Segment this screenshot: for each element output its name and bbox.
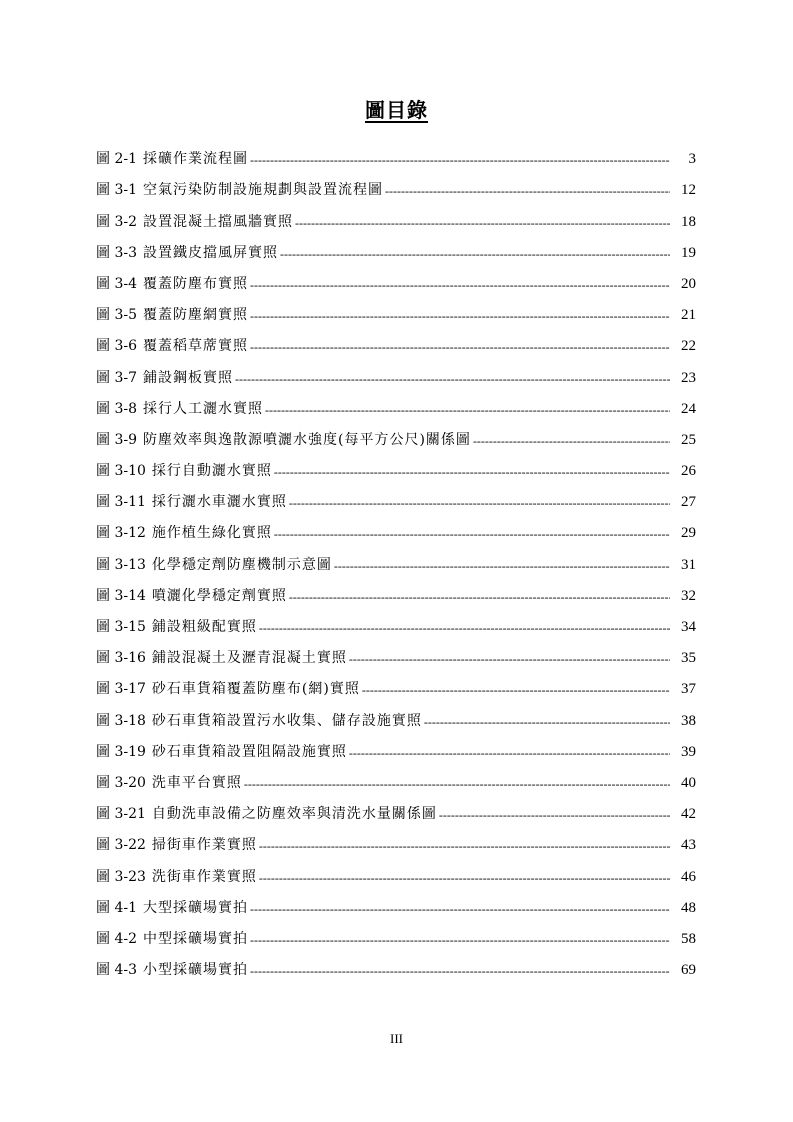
toc-entry[interactable]: [96, 543, 696, 574]
page-ref: 31: [681, 556, 696, 573]
figure-caption: 覆蓋防塵網實照: [143, 307, 248, 324]
page-ref: 19: [681, 244, 696, 261]
figure-caption: 砂石車貨箱設置污水收集、儲存設施實照: [151, 712, 422, 729]
figure-number: 圖 3-9: [96, 431, 137, 448]
dot-leader: [274, 525, 670, 543]
figure-number: 圖 3-13: [96, 556, 146, 573]
page-ref: 22: [681, 338, 696, 355]
dot-leader: [334, 557, 670, 575]
toc-entry[interactable]: [96, 668, 696, 699]
toc-entry[interactable]: [96, 637, 696, 668]
toc-entry[interactable]: [96, 887, 696, 918]
dot-leader: [349, 744, 670, 762]
toc-entry[interactable]: [96, 138, 696, 169]
figure-caption: 大型採礦場實拍: [143, 899, 248, 916]
figure-number: 圖 3-15: [96, 619, 146, 635]
figure-caption: 覆蓋防塵布實照: [143, 275, 248, 292]
page-ref: 26: [681, 463, 696, 480]
page-ref: 43: [681, 837, 696, 854]
figure-number: 圖 3-5: [96, 307, 137, 324]
figure-caption: 洗車平台實照: [151, 774, 242, 791]
toc-entry[interactable]: [96, 512, 696, 543]
figure-caption: 鋪設粗級配實照: [151, 619, 257, 635]
toc-entry[interactable]: [96, 793, 696, 824]
figure-caption: 採行人工灑水實照: [143, 400, 263, 417]
page-ref: 42: [681, 806, 696, 823]
figure-caption: 砂石車貨箱覆蓋防塵布(網)實照: [151, 681, 360, 698]
figure-caption: 洗街車作業實照: [151, 868, 257, 885]
figure-caption: 鋪設鋼板實照: [143, 369, 233, 386]
page-ref: 46: [681, 868, 696, 885]
toc-entry[interactable]: [96, 232, 696, 263]
toc-entry[interactable]: [96, 356, 696, 387]
figure-number: 圖 3-12: [96, 525, 146, 542]
figure-caption: 採礦作業流程圖: [143, 151, 248, 168]
figure-number: 圖 3-14: [96, 587, 146, 604]
page-ref: 23: [681, 369, 696, 386]
toc-entry[interactable]: [96, 762, 696, 793]
dot-leader: [265, 401, 670, 419]
figure-number: 圖 3-19: [96, 743, 146, 760]
page-ref: 58: [681, 930, 696, 947]
figure-number: 圖 3-8: [96, 400, 137, 417]
figure-caption: 防塵效率與逸散源噴灑水強度(每平方公尺)關係圖: [143, 431, 471, 448]
toc-entry[interactable]: [96, 824, 696, 855]
toc-entry[interactable]: [96, 575, 696, 606]
figure-number: 圖 3-4: [96, 275, 137, 292]
figure-number: 圖 3-1: [96, 182, 137, 199]
figure-number: 圖 3-18: [96, 712, 146, 729]
figure-caption: 噴灑化學穩定劑實照: [151, 587, 287, 604]
page-ref: 29: [681, 525, 696, 542]
page-ref: 40: [681, 774, 696, 791]
toc-entry[interactable]: [96, 388, 696, 419]
page-ref: 39: [681, 743, 696, 760]
dot-leader: [362, 681, 670, 699]
toc-entry[interactable]: [96, 419, 696, 450]
figure-caption: 掃街車作業實照: [151, 837, 257, 854]
dot-leader: [244, 775, 670, 793]
figure-number: 圖 4-3: [96, 962, 137, 979]
toc-entry[interactable]: [96, 263, 696, 294]
figure-number: 圖 3-17: [96, 681, 146, 698]
dot-leader: [259, 619, 670, 637]
page-ref: 24: [681, 400, 696, 417]
dot-leader: [250, 962, 670, 980]
dot-leader: [250, 338, 670, 356]
dot-leader: [250, 931, 670, 949]
toc-entry[interactable]: [96, 918, 696, 949]
figure-number: 圖 3-11: [96, 494, 146, 511]
dot-leader: [385, 182, 670, 200]
figure-number: 圖 4-1: [96, 899, 137, 916]
figure-caption: 覆蓋稻草蓆實照: [143, 338, 248, 355]
toc-entry[interactable]: [96, 200, 696, 231]
figure-number: 圖 2-1: [96, 151, 137, 168]
figure-caption: 採行自動灑水實照: [151, 463, 272, 480]
page-ref: 25: [681, 431, 696, 448]
page-ref: 32: [681, 587, 696, 604]
figure-number: 圖 3-23: [96, 868, 146, 885]
dot-leader: [235, 370, 670, 388]
page-number: III: [390, 1031, 403, 1046]
figure-caption: 採行灑水車灑水實照: [151, 494, 287, 511]
figure-caption: 化學穩定劑防塵機制示意圖: [151, 556, 332, 573]
toc-entry[interactable]: [96, 481, 696, 512]
toc-entry[interactable]: [96, 606, 696, 637]
figure-number: 圖 3-6: [96, 338, 137, 355]
toc-entry[interactable]: [96, 949, 696, 980]
dot-leader: [424, 713, 670, 731]
page-ref: 27: [681, 494, 696, 511]
figure-list: [96, 138, 696, 980]
figure-caption: 設置混凝土擋風牆實照: [143, 213, 293, 230]
page-ref: 37: [681, 681, 696, 698]
toc-entry[interactable]: [96, 450, 696, 481]
figure-caption: 施作植生綠化實照: [151, 525, 272, 542]
dot-leader: [295, 214, 670, 232]
figure-caption: 鋪設混凝土及瀝青混凝土實照: [151, 650, 347, 667]
page-ref: 38: [681, 712, 696, 729]
figure-number: 圖 3-20: [96, 774, 146, 791]
figure-caption: 設置鐵皮擋風屏實照: [143, 244, 278, 261]
figure-caption: 自動洗車設備之防塵效率與清洗水量關係圖: [151, 806, 437, 823]
page-ref: 35: [681, 650, 696, 667]
figure-number: 圖 3-2: [96, 213, 137, 230]
page-ref: 34: [681, 619, 696, 635]
figure-number: 圖 3-7: [96, 369, 137, 386]
toc-entry[interactable]: [96, 325, 696, 356]
toc-entry[interactable]: [96, 855, 696, 886]
toc-entry[interactable]: [96, 169, 696, 200]
figure-number: 圖 3-16: [96, 650, 146, 667]
figure-number: 圖 4-2: [96, 930, 137, 947]
figure-number: 圖 3-21: [96, 806, 146, 823]
dot-leader: [289, 588, 670, 606]
page-ref: 3: [688, 151, 696, 168]
page-ref: 21: [681, 307, 696, 324]
figure-number: 圖 3-22: [96, 837, 146, 854]
toc-entry[interactable]: [96, 731, 696, 762]
figure-caption: 砂石車貨箱設置阻隔設施實照: [151, 743, 347, 760]
toc-entry[interactable]: [96, 699, 696, 730]
dot-leader: [259, 869, 670, 887]
dot-leader: [250, 276, 670, 294]
figure-caption: 空氣污染防制設施規劃與設置流程圖: [143, 182, 383, 199]
page-title: 圖目錄: [365, 98, 428, 122]
dot-leader: [349, 650, 670, 668]
page-ref: 12: [681, 182, 696, 199]
dot-leader: [289, 494, 670, 512]
dot-leader: [439, 806, 670, 824]
page-ref: 18: [681, 213, 696, 230]
toc-entry[interactable]: [96, 294, 696, 325]
dot-leader: [250, 151, 670, 169]
figure-number: 圖 3-10: [96, 463, 146, 480]
dot-leader: [473, 432, 670, 450]
dot-leader: [250, 900, 670, 918]
page-ref: 48: [681, 899, 696, 916]
figure-caption: 小型採礦場實拍: [143, 962, 248, 979]
figure-number: 圖 3-3: [96, 244, 137, 261]
page-ref: 69: [681, 962, 696, 979]
dot-leader: [259, 837, 670, 855]
dot-leader: [274, 463, 670, 481]
dot-leader: [250, 307, 670, 325]
figure-caption: 中型採礦場實拍: [143, 930, 248, 947]
dot-leader: [280, 245, 670, 263]
page-ref: 20: [681, 275, 696, 292]
